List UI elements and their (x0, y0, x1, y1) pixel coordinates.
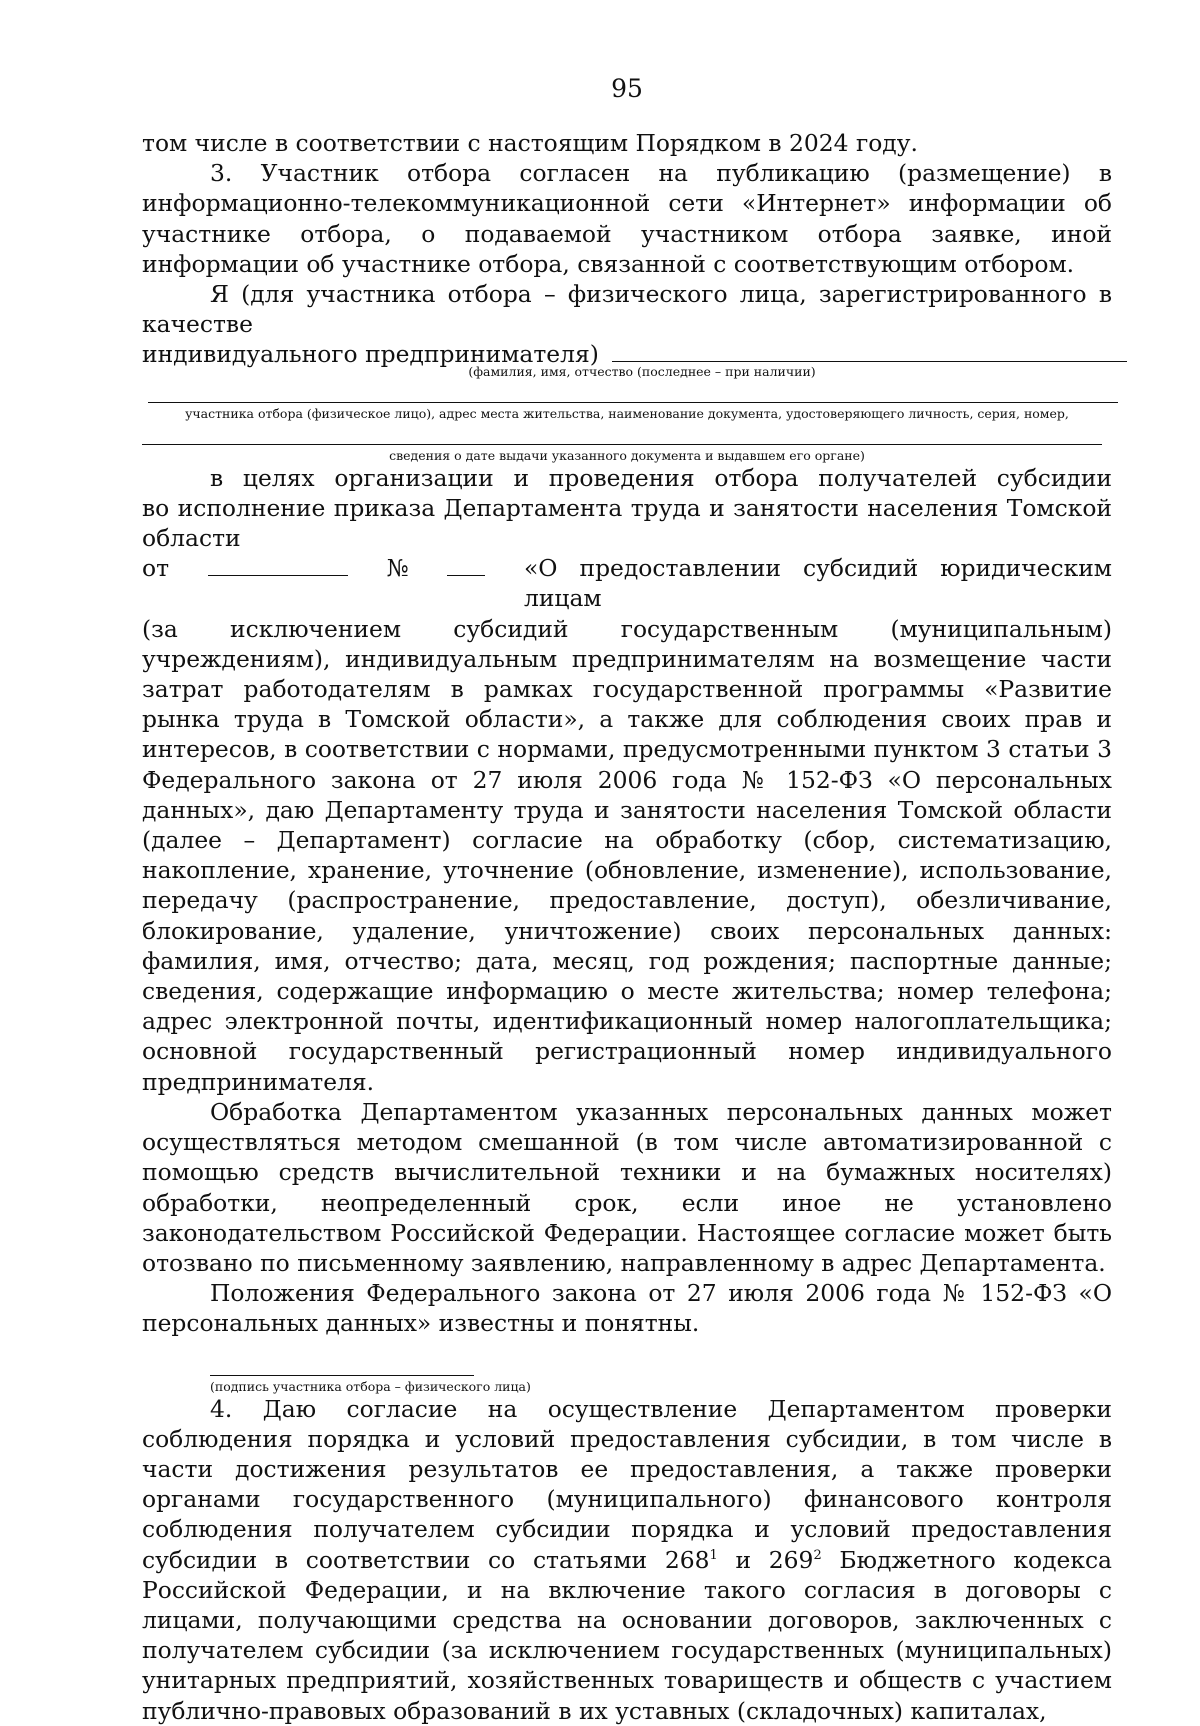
document-blank-line[interactable] (142, 444, 1102, 445)
law-paragraph: Положения Федерального закона от 27 июля 2006 года № 152-ФЗ «О персональных данных» известны и понятны. (142, 1279, 1112, 1338)
label-from: от (142, 554, 170, 583)
purpose-line-1: в целях организации и проведения отбора получателей субсидии (210, 463, 1112, 492)
processing-paragraph: Обработка Департаментом указанных персональных данных может осуществляться методом смешанной (в том числе автоматизированной с помощью средств вычислительной техники и на бумажных носителях) обработки, неопределенный срок, если иное не установлено законодательством Российской Федерации. Настоящее согласие может быть отозвано по письменному заявлению, направленному в адрес Департамента. (142, 1097, 1112, 1277)
order-title: «О предоставлении субсидий юридическим лицам (523, 554, 1112, 613)
applicant-label: индивидуального предпринимателя) (142, 340, 599, 369)
page-number: 95 (611, 74, 643, 103)
p4-and: и 269 (717, 1545, 814, 1574)
order-date-blank[interactable] (208, 574, 348, 576)
caption-fio: (фамилия, имя, отчество (последнее – при наличии) (468, 363, 816, 379)
caption-address: участника отбора (физическое лицо), адрес места жительства, наименование документа, удостоверяющего личность, серия, номер, (185, 405, 1069, 421)
caption-signature: (подпись участника отбора – физического лица) (210, 1378, 531, 1394)
signature-line[interactable] (210, 1375, 474, 1376)
superscript-1: 1 (709, 1547, 718, 1563)
paragraph-continuation: том числе в соответствии с настоящим Порядком в 2024 году. (142, 129, 918, 157)
applicant-line: Я (для участника отбора – физического лица, зарегистрированного в качестве (142, 280, 1112, 339)
consent-paragraph: (за исключением субсидий государственным (муниципальным) учреждениям), индивидуальным предпринимателям на возмещение части затрат работодателям в рамках государственной программы «Развитие рынка труда в Томской области», а также для соблюдения своих прав и интересов, в соответствии с нормами, предусмотренными пунктом 3 статьи 3 Федерального закона от 27 июля 2006 года № 152-ФЗ «О персональных данных», даю Департаменту труда и занятости населения Томской области (далее – Департамент) согласие на обработку (сбор, систематизацию, накопление, хранение, уточнение (обновление, изменение), использование, передачу (распространение, предоставление, доступ), обезличивание, блокирование, удаление, уничтожение) своих персональных данных: фамилия, имя, отчество; дата, месяц, год рождения; паспортные данные; сведения, содержащие информацию о месте жительства; номер телефона; адрес электронной почты, идентификационный номер налогоплательщика; основной государственный регистрационный номер индивидуального предпринимателя. (142, 614, 1112, 1096)
order-number-blank[interactable] (447, 574, 485, 576)
label-number: № (386, 554, 409, 583)
address-blank-line[interactable] (148, 402, 1118, 403)
p4-text-b: Бюджетного кодекса Российской Федерации, и на включение такого согласия в договоры с лицами, получающими средства на основании договоров, заключенных с получателем субсидии (за исключением государственных (муниципальных) унитарных предприятий, хозяйственных товариществ и обществ с участием публично-правовых образований в их уставных (складочных) капиталах, (142, 1545, 1113, 1725)
paragraph-3: 3. Участник отбора согласен на публикацию (размещение) в информационно-телекоммуникационной сети «Интернет» информации об участнике отбора, о подаваемой участником отбора заявке, иной информации об участнике отбора, связанной с соответствующим отбором. (142, 159, 1112, 278)
caption-document: сведения о дате выдачи указанного документа и выдавшем его органе) (389, 447, 865, 463)
fio-blank[interactable] (612, 361, 1127, 362)
document-body (142, 128, 1112, 1726)
order-reference-line (142, 553, 1112, 613)
paragraph-4 (142, 1394, 1112, 1726)
purpose-line-2: во исполнение приказа Департамента труда и занятости населения Томской области (142, 493, 1112, 553)
superscript-2: 2 (813, 1547, 822, 1563)
p4-text-a: 4. Даю согласие на осуществление Департаментом проверки соблюдения порядка и условий предоставления субсидии, в том числе в части достижения результатов ее предоставления, а также проверки органами государственного (муниципального) финансового контроля соблюдения получателем субсидии порядка и условий предоставления субсидии в соответствии со статьями 268 (142, 1394, 1112, 1574)
